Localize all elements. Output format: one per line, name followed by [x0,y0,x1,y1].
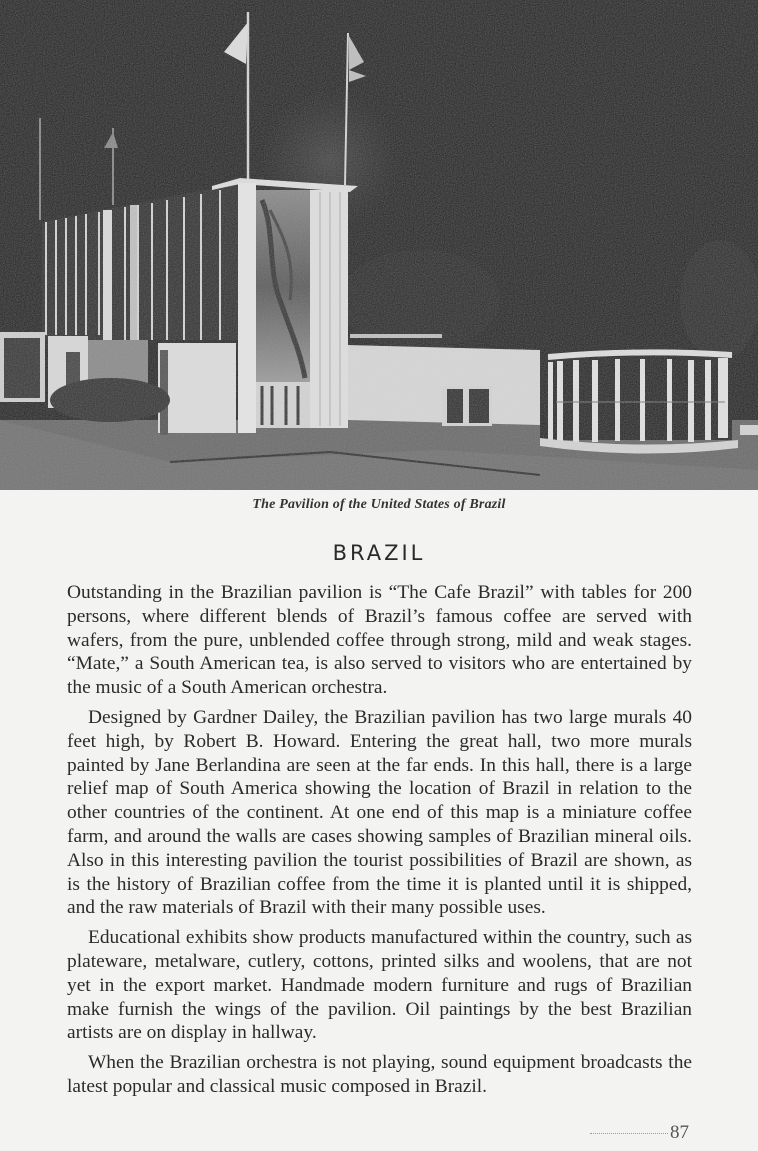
paragraph: Outstanding in the Brazilian pavilion is “The Cafe Brazil” with tables for 200 persons, where different blends of Brazil’s famous coffee are served with wafers, from the pure, unblended coffee through strong, mild and weak stages. “Mate,” a South American tea, is also served to visitors who are entertained by the music of a South American orchestra. [67,582,692,699]
page-number: 87 [670,1122,689,1143]
footer-dotted-rule [590,1133,668,1134]
photo-caption: The Pavilion of the United States of Brazil [252,497,506,512]
article-body [67,581,692,1105]
pavilion-photo [0,0,758,490]
section-title: BRAZIL [332,541,426,565]
paragraph: Designed by Gardner Dailey, the Brazilian pavilion has two large murals 40 feet high, by Robert B. Howard. Entering the great hall, two more murals painted by Jane Berlandina are seen at the far ends. In this hall, there is a large relief map of South America showing the location of Brazil in relation to the other countries of the continent. At one end of this map is a miniature coffee farm, and around the walls are cases showing samples of Brazilian mineral oils. Also in this interesting pavilion the tourist possibilities of Brazil are shown, as is the history of Brazilian coffee from the time it is planted until it is shipped, and the raw materials of Brazil with their many possible uses. [67,706,692,919]
paragraph: Educational exhibits show products manufactured within the country, such as plateware, metalware, cutlery, cottons, printed silks and woolens, that are not yet in the export market. Handmade modern furniture and rugs of Brazilian make furnish the wings of the pavilion. Oil paintings by the best Brazilian artists are on display in hallway. [67,927,692,1044]
paragraph: When the Brazilian orchestra is not playing, sound equipment broadcasts the latest popular and classical music composed in Brazil. [67,1052,692,1097]
